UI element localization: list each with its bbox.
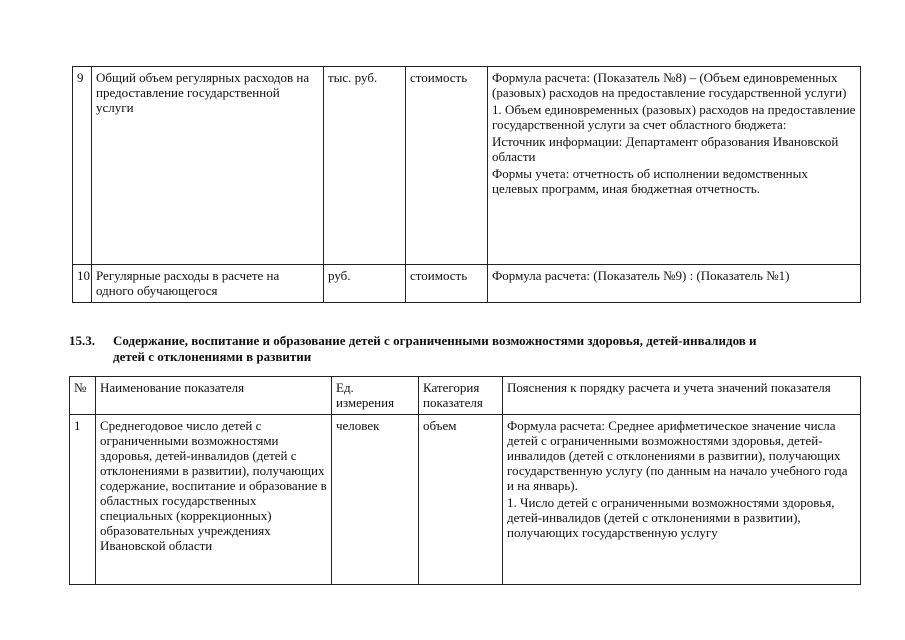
header-name: Наименование показателя xyxy=(96,377,332,415)
unit-of-measure: человек xyxy=(332,415,419,585)
row-number: 9 xyxy=(73,67,92,265)
indicator-name: Среднегодовое число детей с ограниченными возможностями здоровья, детей-инвалидов (детей с отклонениями в развитии), получающих содержание, воспитание и образование в областных государственных специальных (коррекционных) образовательных учреждениях Ивановской области xyxy=(96,415,332,585)
header-unit: Ед. измерения xyxy=(332,377,419,415)
row-number: 1 xyxy=(70,415,96,585)
header-notes: Пояснения к порядку расчета и учета значений показателя xyxy=(503,377,861,415)
notes-paragraph: 1. Число детей с ограниченными возможностями здоровья, детей-инвалидов (детей с отклонениями в развитии), получающих государственную услугу xyxy=(507,495,835,540)
notes-paragraph: Формула расчета: (Показатель №9) : (Показатель №1) xyxy=(492,268,790,283)
section-title-line2: детей с отклонениями в развитии xyxy=(113,349,312,364)
section-number: 15.3. xyxy=(69,333,95,348)
indicator-category: стоимость xyxy=(406,67,488,265)
table-row xyxy=(70,415,861,585)
notes-paragraph: 1. Объем единовременных (разовых) расходов на предоставление государственной услуги за счет областного бюджета: xyxy=(492,102,856,132)
section-heading xyxy=(69,333,861,365)
indicator-category: стоимость xyxy=(406,265,488,303)
calculation-notes xyxy=(488,67,861,265)
table-row xyxy=(73,265,861,303)
calculation-notes xyxy=(488,265,861,303)
unit-of-measure: руб. xyxy=(324,265,406,303)
indicator-name: Регулярные расходы в расчете на одного обучающегося xyxy=(92,265,324,303)
table-row xyxy=(73,67,861,265)
notes-paragraph: Источник информации: Департамент образования Ивановской области xyxy=(492,134,839,164)
notes-paragraph: Формула расчета: Среднее арифметическое значение числа детей с ограниченными возможностями здоровья, детей-инвалидов (детей с отклонениями в развитии), получающих государственную услугу (по данным на начало учебного года и на январь). xyxy=(507,418,848,493)
table-header-row xyxy=(70,377,861,415)
notes-paragraph: Формула расчета: (Показатель №8) – (Объем единовременных (разовых) расходов на предоставление государственной услуги) xyxy=(492,70,847,100)
indicator-name: Общий объем регулярных расходов на предоставление государственной услуги xyxy=(92,67,324,265)
section-title-line1: Содержание, воспитание и образование детей с ограниченными возможностями здоровья, детей-инвалидов и xyxy=(113,333,757,348)
calculation-notes xyxy=(503,415,861,585)
indicators-table xyxy=(69,376,861,585)
notes-paragraph: Формы учета: отчетность об исполнении ведомственных целевых программ, иная бюджетная отчетность. xyxy=(492,166,808,196)
indicators-table-continued xyxy=(72,66,861,303)
row-number: 10 xyxy=(73,265,92,303)
header-category: Категория показателя xyxy=(419,377,503,415)
header-num: № xyxy=(70,377,96,415)
unit-of-measure: тыс. руб. xyxy=(324,67,406,265)
indicator-category: объем xyxy=(419,415,503,585)
